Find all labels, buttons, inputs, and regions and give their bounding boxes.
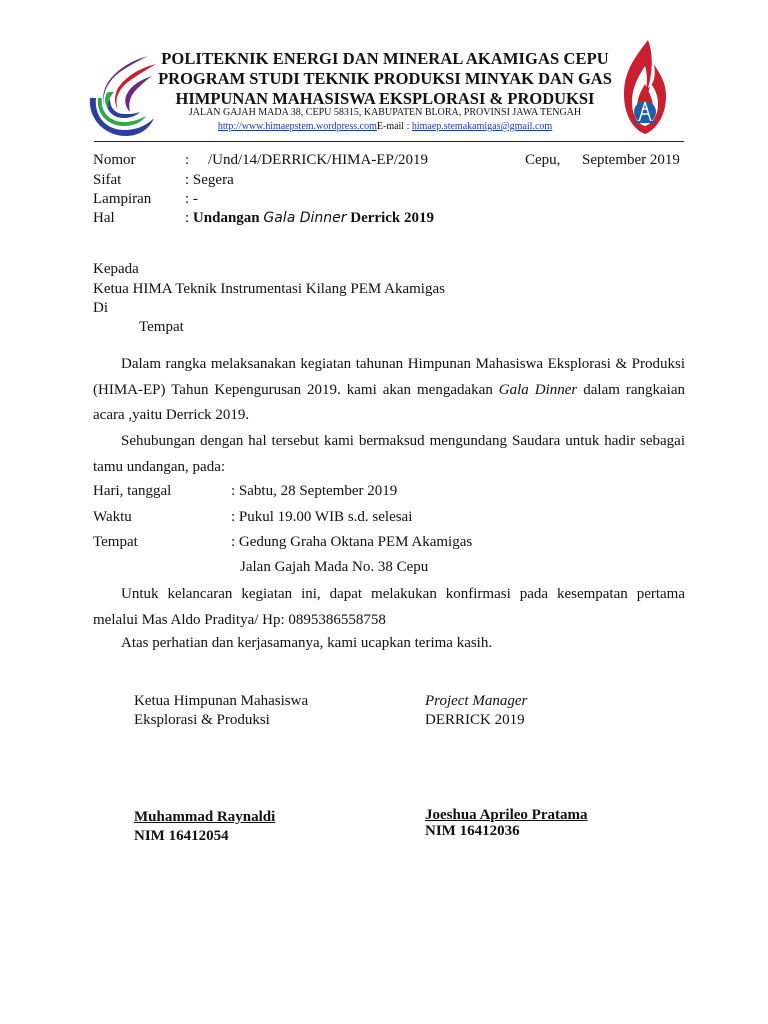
p2-text: Sehubungan dengan hal tersebut kami bermaksud mengundang Saudara untuk hadir sebagai tamu undangan, pada:: [93, 433, 685, 475]
di-label: Di: [93, 300, 108, 316]
closing-sentence: Atas perhatian dan kerjasamanya, kami ucapkan terima kasih.: [121, 635, 493, 651]
detail-value: Jalan Gajah Mada No. 38 Cepu: [240, 559, 429, 575]
nomor-label: Nomor: [93, 152, 136, 168]
email-link[interactable]: himaep.stemakamigas@gmail.com: [411, 121, 553, 132]
p1-text-a: Dalam rangka melaksanakan kegiatan tahunan Himpunan Mahasiswa Eksplorasi & Produksi (HIMA-EP) Tahun Kepengurusan 2019. kami akan mengadakan: [93, 356, 685, 398]
sifat-label: Sifat: [93, 172, 122, 188]
right-signatory-title-1: Project Manager: [425, 693, 528, 709]
letter-date: September 2019: [582, 152, 680, 168]
tempat-label: Tempat: [139, 319, 184, 335]
detail-value: : Sabtu, 28 September 2019: [231, 483, 398, 499]
header-address: JALAN GAJAH MADA 38, CEPU 58315, KABUPATEN BLORA, PROVINSI JAWA TENGAH: [188, 107, 582, 118]
header-institution: POLITEKNIK ENERGI DAN MINERAL AKAMIGAS CEPU: [161, 49, 609, 68]
right-signatory-nim: NIM 16412036: [425, 823, 520, 839]
body-paragraph-3: [93, 582, 685, 633]
email-label: E-mail :: [376, 121, 412, 132]
hima-ep-flame-logo: [610, 36, 680, 144]
body-paragraph-2: [93, 429, 685, 480]
kepada-label: Kepada: [93, 261, 139, 277]
hal-suffix: Derrick 2019: [350, 210, 434, 226]
header-program: PROGRAM STUDI TEKNIK PRODUKSI MINYAK DAN GAS: [158, 69, 612, 88]
detail-value: : Gedung Graha Oktana PEM Akamigas: [231, 534, 473, 550]
detail-value: : Pukul 19.00 WIB s.d. selesai: [231, 509, 413, 525]
header-divider: [94, 141, 684, 142]
p1-text-b: dalam rangkaian acara ,yaitu Derrick 2019.: [93, 381, 685, 423]
left-signatory-title-1: Ketua Himpunan Mahasiswa: [134, 693, 309, 709]
letter-city: Cepu,: [525, 152, 561, 168]
right-signatory-title-2: DERRICK 2019: [425, 712, 525, 728]
detail-label: Hari, tanggal: [93, 483, 172, 499]
left-signatory-nim: NIM 16412054: [134, 828, 229, 844]
left-signatory-title-2: Eksplorasi & Produksi: [134, 712, 270, 728]
hal-value: : Undangan Gala Dinner Derrick 2019: [185, 210, 434, 226]
detail-label: Waktu: [93, 509, 132, 525]
header-organization: HIMPUNAN MAHASISWA EKSPLORASI & PRODUKSI: [175, 89, 595, 108]
lampiran-label: Lampiran: [93, 191, 152, 207]
right-signatory-name: Joeshua Aprileo Pratama: [425, 807, 588, 823]
website-link[interactable]: http://www.himaepstem.wordpress.com: [217, 121, 377, 132]
left-signatory-name: Muhammad Raynaldi: [134, 809, 276, 825]
nomor-value: /Und/14/DERRICK/HIMA-EP/2019: [208, 152, 429, 168]
hal-label: Hal: [93, 210, 115, 226]
recipient-name: Ketua HIMA Teknik Instrumentasi Kilang PEM Akamigas: [93, 281, 445, 297]
p1-italic: Gala Dinner: [498, 381, 578, 398]
lampiran-value: : -: [185, 191, 198, 207]
nomor-colon: :: [185, 152, 190, 168]
body-paragraph-1: [93, 352, 685, 429]
detail-label: Tempat: [93, 534, 138, 550]
hal-italic: Gala Dinner: [263, 210, 347, 226]
p3-text: Untuk kelancaran kegiatan ini, dapat melakukan konfirmasi pada kesempatan pertama melalui Mas Aldo Praditya/ Hp: 0895386558758: [93, 586, 685, 628]
hal-prefix: Undangan: [192, 210, 260, 226]
header-contacts: [150, 121, 620, 132]
sifat-value: : Segera: [185, 172, 234, 188]
